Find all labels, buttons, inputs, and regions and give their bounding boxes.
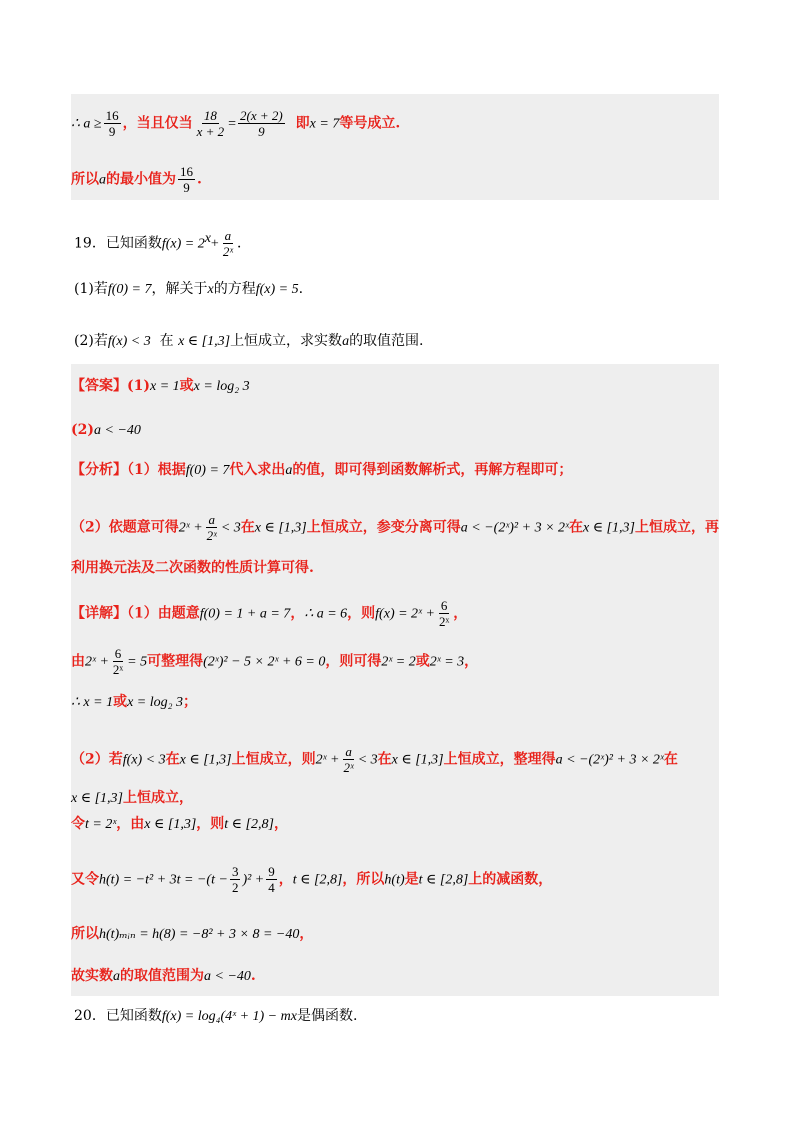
detail-line: 所以h(t)ₘᵢₙ = h(8) = −8² + 3 × 8 = −40， <box>71 926 314 942</box>
analysis-line: 【分析】（1）根据f(0) = 7代入求出a的值，即可得到函数解析式，再解方程即可； <box>71 462 573 478</box>
math: = <box>228 116 237 132</box>
solution-block-top <box>71 94 719 200</box>
fraction: $\frac{2(x + 2)}{9}$ <box>240 108 283 139</box>
analysis-line: （2）依题意可得2ˣ + $\frac{a}{\text{2ˣ}}$ < 3在x ∈ [1,3]上恒成立，参变分离可得a < −(2ˣ)² + 3 × 2ˣ在x ∈ [1,3]上恒成立，再 <box>71 512 719 543</box>
question-20-title: 20．已知函数f(x) = log₄(4ˣ + 1) − mx是偶函数. <box>74 1008 358 1024</box>
detail-line: 【详解】（1）由题意f(0) = 1 + a = 7，∴ a = 6，则f(x) = 2ˣ + $\frac{6}{\text{2ˣ}}$ ， <box>71 598 468 629</box>
math: ∴ a ≥ <box>71 116 102 132</box>
detail-line: 由2ˣ + $\frac{6}{\text{2ˣ}}$ = 5可整理得(2ˣ)² − 5 × 2ˣ + 6 = 0，则可得2ˣ = 2或2ˣ = 3， <box>71 646 479 677</box>
answer-line: 【答案】(1)x = 1或x = log₂ 3 <box>71 378 250 394</box>
fraction: $\frac{18}{x + 2}$ <box>196 108 225 139</box>
fraction: $\frac{16}{9}$ <box>105 108 119 139</box>
text: ，当且仅当 <box>122 115 193 132</box>
question-19-part-2: (2)若f(x) < 3 在 x ∈ [1,3]上恒成立，求实数a的取值范围. <box>74 333 424 349</box>
detail-line: 又令h(t) = −t² + 3t = −(t − $\frac{3}{2}$ )² + $\frac{9}{4}$ ，t ∈ [2,8]，所以h(t)是t ∈ [2,8]上的减函数， <box>71 864 553 895</box>
text: 的最小值为 <box>106 171 176 188</box>
detail-line: 令t = 2ˣ，由x ∈ [1,3]，则t ∈ [2,8]， <box>71 816 288 832</box>
text: 即 <box>295 115 310 132</box>
solution-line <box>71 164 202 195</box>
math: x = 7 <box>309 116 340 132</box>
detail-line: x ∈ [1,3]上恒成立， <box>71 790 193 806</box>
solution-line <box>71 108 400 139</box>
answer-line: (2)a < −40 <box>71 422 141 438</box>
detail-line: （2）若f(x) < 3在x ∈ [1,3]上恒成立，则2ˣ + $\frac{a}{\text{2ˣ}}$ < 3在x ∈ [1,3]上恒成立，整理得a < −(2ˣ)² + 3 × 2ˣ在 <box>71 744 678 775</box>
fraction: $\frac{16}{9}$ <box>180 164 193 195</box>
text: 等号成立. <box>339 115 401 132</box>
detail-line: ∴ x = 1或x = log₂ 3； <box>71 694 197 710</box>
analysis-line: 利用换元法及二次函数的性质计算可得. <box>71 560 314 576</box>
text: . <box>197 171 202 188</box>
text: 所以 <box>71 171 99 188</box>
fraction: $\frac{a}{\text{2ˣ}}$ <box>222 228 233 259</box>
question-19-title: 19．已知函数$f(x) = 2^x+$ $\frac{a}{\text{2ˣ}}$ ． <box>74 228 251 259</box>
math: a <box>99 172 106 188</box>
question-19-part-1: (1)若f(0) = 7，解关于x的方程f(x) = 5. <box>74 281 304 297</box>
detail-line: 故实数a的取值范围为a < −40. <box>71 968 256 984</box>
answer-block <box>71 364 719 996</box>
